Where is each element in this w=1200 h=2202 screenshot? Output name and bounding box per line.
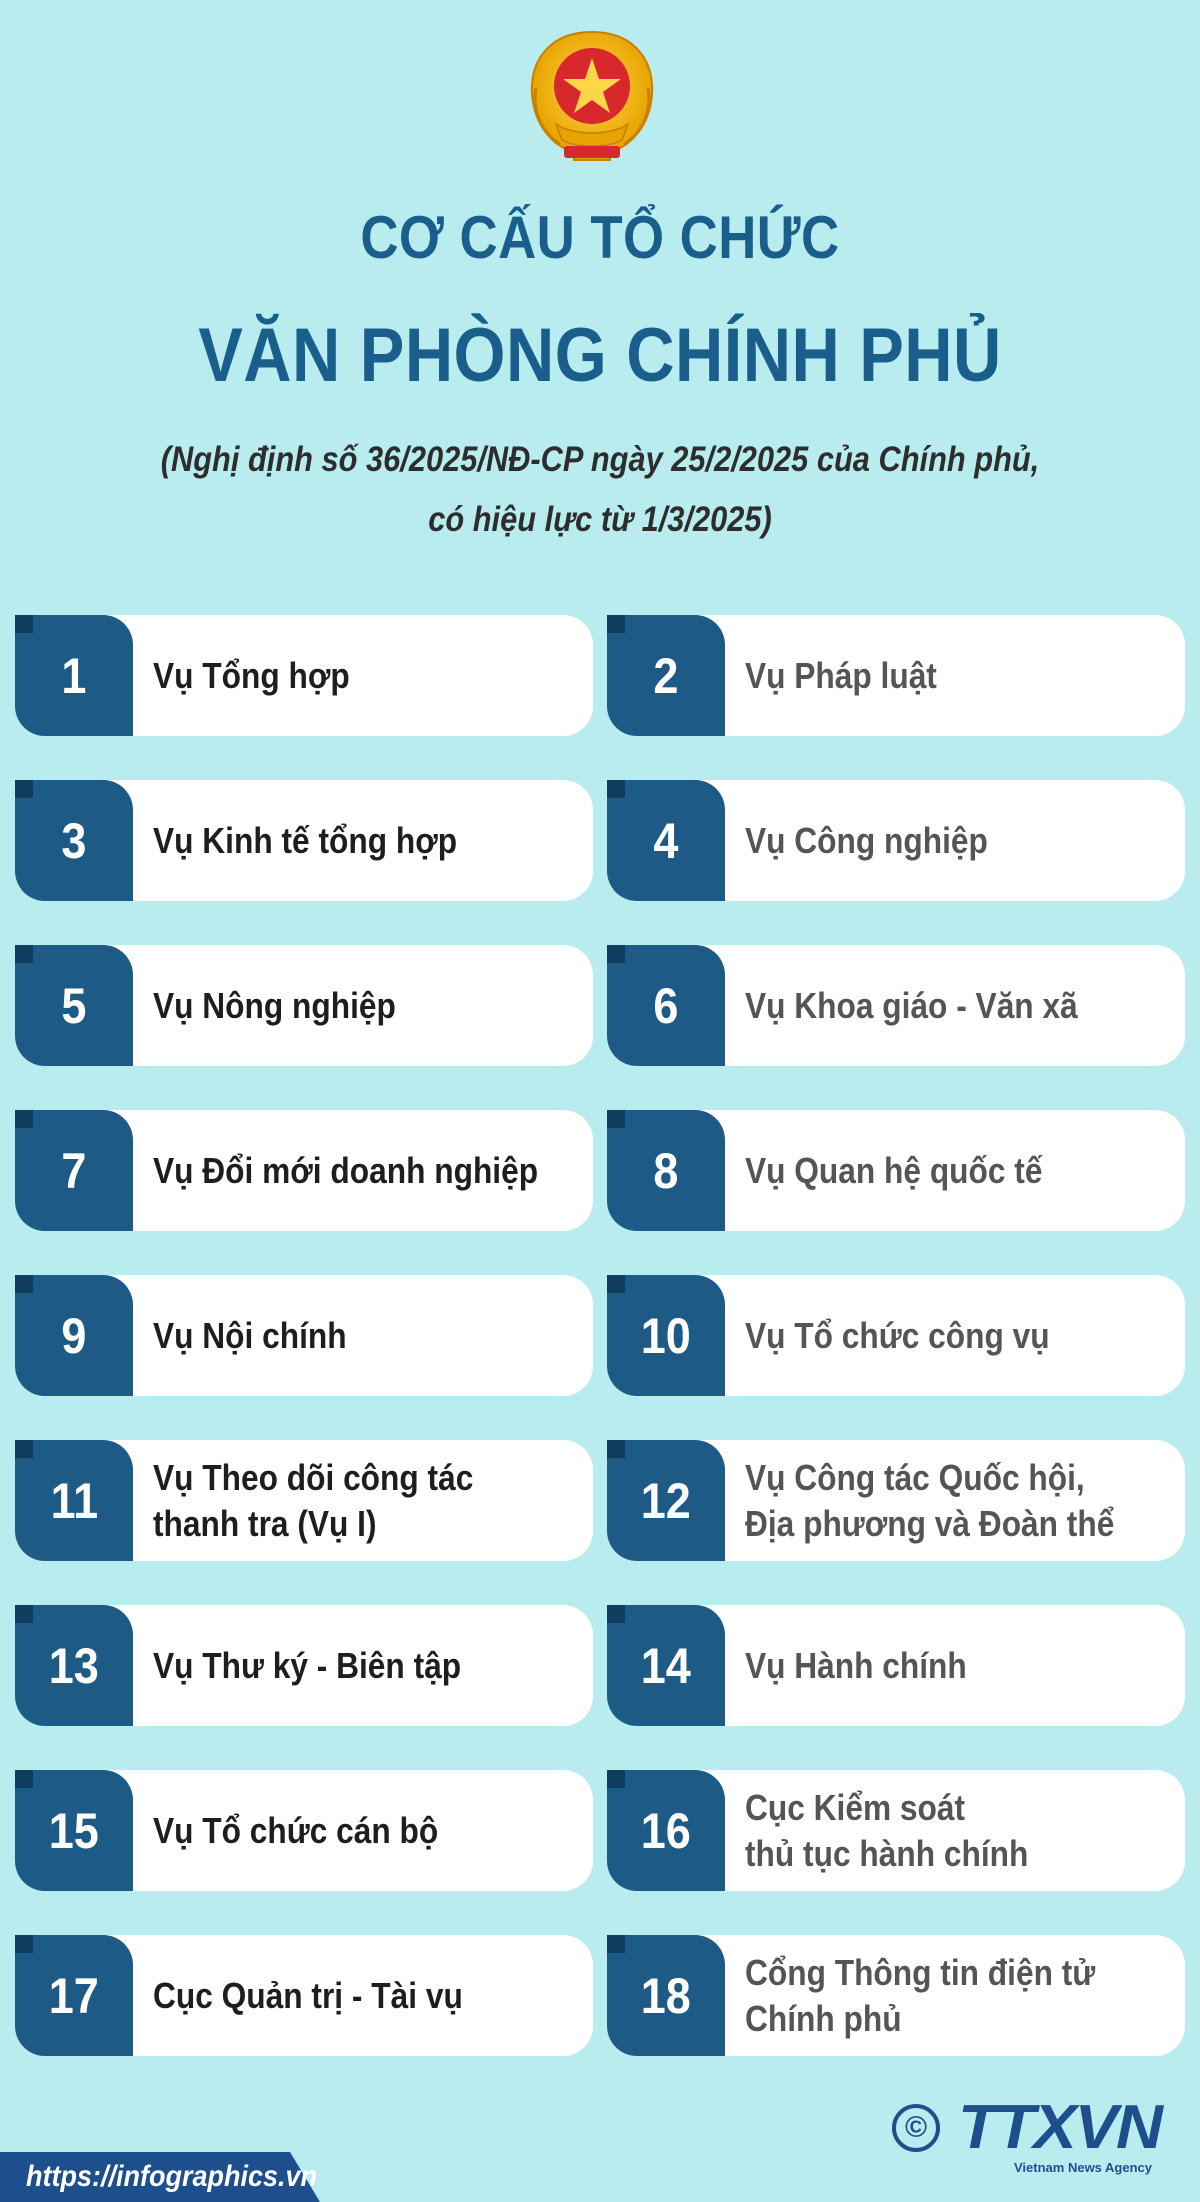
number-badge (607, 1605, 725, 1726)
number-badge (607, 1275, 725, 1396)
brand-logo: TTXVN (958, 2093, 1161, 2162)
item-number: 13 (48, 1637, 100, 1694)
item-number: 6 (653, 977, 679, 1034)
number-badge (607, 780, 725, 901)
item-number: 3 (61, 812, 87, 869)
unit-name (153, 1110, 575, 1231)
unit-name (153, 615, 575, 736)
unit-name-line: Cục Quản trị - Tài vụ (153, 1974, 463, 2016)
unit-card-9 (15, 1275, 593, 1396)
item-number: 1 (61, 647, 87, 704)
number-badge (15, 945, 133, 1066)
item-number: 7 (61, 1142, 87, 1199)
unit-name-line: Vụ Tổ chức cán bộ (153, 1809, 439, 1851)
unit-name-line: Chính phủ (745, 1997, 902, 2039)
item-number: 18 (640, 1967, 692, 2024)
unit-card-7 (15, 1110, 593, 1231)
unit-card-12 (607, 1440, 1185, 1561)
copyright-icon: © (892, 2104, 940, 2152)
item-number: 15 (48, 1802, 100, 1859)
unit-name-line: Vụ Công tác Quốc hội, (745, 1456, 1085, 1498)
footer-url-link[interactable]: https://infographics.vn (26, 2160, 318, 2193)
number-badge (15, 780, 133, 901)
unit-name (153, 945, 575, 1066)
unit-name (153, 1605, 575, 1726)
unit-card-2 (607, 615, 1185, 736)
unit-name-line: thanh tra (Vụ I) (153, 1502, 377, 1544)
unit-name-line: thủ tục hành chính (745, 1832, 1029, 1874)
unit-name (745, 1605, 1167, 1726)
unit-card-10 (607, 1275, 1185, 1396)
unit-card-17 (15, 1935, 593, 2056)
unit-name-line: Vụ Tổ chức công vụ (745, 1314, 1050, 1356)
number-badge (607, 1770, 725, 1891)
item-number: 16 (640, 1802, 692, 1859)
unit-name (745, 780, 1167, 901)
item-number: 17 (48, 1967, 100, 2024)
unit-name-line: Cổng Thông tin điện tử (745, 1951, 1096, 1993)
national-emblem-icon (522, 28, 662, 170)
unit-name-line: Vụ Nội chính (153, 1314, 347, 1356)
unit-name-line: Vụ Theo dõi công tác (153, 1456, 474, 1498)
unit-name-line: Vụ Pháp luật (745, 654, 937, 696)
subtitle-line2: có hiệu lực từ 1/3/2025) (428, 500, 772, 539)
unit-name-line: Vụ Công nghiệp (745, 819, 988, 861)
number-badge (15, 1605, 133, 1726)
number-badge (607, 945, 725, 1066)
unit-card-8 (607, 1110, 1185, 1231)
number-badge (15, 1440, 133, 1561)
number-badge (607, 1935, 725, 2056)
item-number: 10 (640, 1307, 692, 1364)
unit-name-line: Vụ Kinh tế tổng hợp (153, 819, 458, 861)
unit-name-line: Vụ Đổi mới doanh nghiệp (153, 1149, 539, 1191)
unit-card-16 (607, 1770, 1185, 1891)
unit-name (745, 1110, 1167, 1231)
unit-name (153, 1275, 575, 1396)
item-number: 5 (61, 977, 87, 1034)
unit-name-line: Vụ Tổng hợp (153, 654, 350, 696)
unit-card-1 (15, 615, 593, 736)
unit-card-4 (607, 780, 1185, 901)
unit-name (745, 615, 1167, 736)
unit-name-line: Vụ Quan hệ quốc tế (745, 1149, 1043, 1191)
unit-name (153, 1935, 575, 2056)
unit-name (153, 1770, 575, 1891)
subtitle-line1: (Nghị định số 36/2025/NĐ-CP ngày 25/2/2025 của Chính phủ, (160, 440, 1040, 479)
unit-name-line: Địa phương và Đoàn thể (745, 1502, 1115, 1544)
unit-card-6 (607, 945, 1185, 1066)
unit-name-line: Vụ Hành chính (745, 1644, 967, 1686)
item-number: 4 (653, 812, 679, 869)
unit-card-5 (15, 945, 593, 1066)
unit-name (745, 1770, 1167, 1891)
number-badge (15, 1770, 133, 1891)
unit-name-line: Vụ Thư ký - Biên tập (153, 1644, 462, 1686)
unit-card-11 (15, 1440, 593, 1561)
unit-name (745, 1440, 1167, 1561)
item-number: 12 (640, 1472, 692, 1529)
unit-card-15 (15, 1770, 593, 1891)
item-number: 2 (653, 647, 679, 704)
item-number: 14 (640, 1637, 692, 1694)
unit-card-14 (607, 1605, 1185, 1726)
number-badge (607, 615, 725, 736)
unit-name-line: Cục Kiểm soát (745, 1786, 966, 1828)
unit-name (745, 1275, 1167, 1396)
unit-name (745, 1935, 1167, 2056)
item-number: 8 (653, 1142, 679, 1199)
unit-card-13 (15, 1605, 593, 1726)
number-badge (15, 615, 133, 736)
brand-subtitle: Vietnam News Agency (1014, 2160, 1152, 2175)
unit-list (15, 615, 1185, 2056)
number-badge (15, 1935, 133, 2056)
number-badge (607, 1440, 725, 1561)
unit-name-line: Vụ Nông nghiệp (153, 984, 396, 1026)
unit-name-line: Vụ Khoa giáo - Văn xã (745, 984, 1078, 1026)
item-number: 11 (50, 1472, 98, 1529)
item-number: 9 (61, 1307, 87, 1364)
unit-card-3 (15, 780, 593, 901)
number-badge (15, 1110, 133, 1231)
page-title-line2: VĂN PHÒNG CHÍNH PHỦ (198, 313, 1002, 398)
number-badge (15, 1275, 133, 1396)
page-title-line1: CƠ CẤU TỔ CHỨC (360, 204, 840, 271)
unit-name (153, 780, 575, 901)
unit-card-18 (607, 1935, 1185, 2056)
unit-name (745, 945, 1167, 1066)
number-badge (607, 1110, 725, 1231)
unit-name (153, 1440, 575, 1561)
